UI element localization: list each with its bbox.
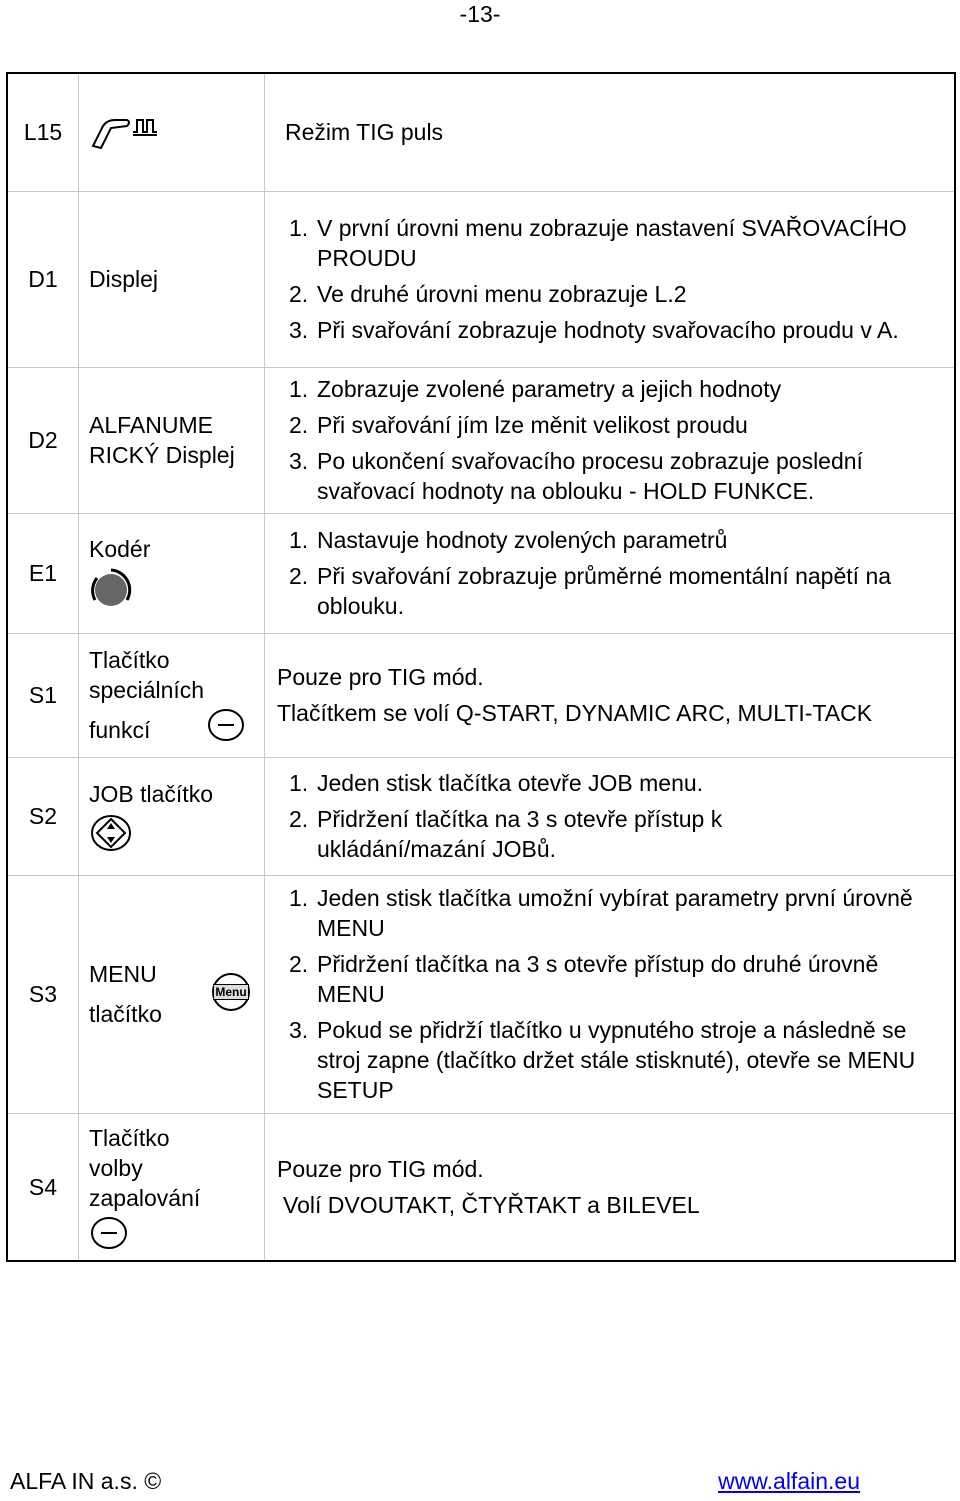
- row-name: Tlačítko: [89, 1124, 170, 1151]
- row-description: 1. Zobrazuje zvolené parametry a jejich hodnoty 2. Při svařování jím lze měnit velikost proudu 3. Po ukončení svařovacího procesu zobrazuje poslední svařovací hodnoty na oblouku - HOLD FUNKCE.: [265, 367, 956, 513]
- desc-line: Volí DVOUTAKT, ČTYŘTAKT a BILEVEL: [283, 1191, 700, 1218]
- step-text: Přidržení tlačítka na 3 s otevře přístup do druhé úrovně MENU: [317, 951, 879, 1007]
- step-text: Přidržení tlačítka na 3 s otevře přístup k ukládání/mazání JOBů.: [317, 806, 723, 862]
- row-name-cell: [79, 633, 265, 757]
- footer-website-link[interactable]: www.alfain.eu: [718, 1468, 860, 1494]
- table-row: [7, 191, 955, 367]
- desc-line: Pouze pro TIG mód.: [277, 664, 484, 690]
- row-name: JOB tlačítko: [89, 781, 213, 807]
- row-code: S1: [7, 633, 79, 757]
- encoder-knob-icon: [89, 568, 133, 612]
- mode-label: Režim TIG puls: [285, 119, 444, 146]
- row-code: S4: [7, 1113, 79, 1261]
- row-name: tlačítko: [89, 1001, 162, 1027]
- row-description: [265, 73, 956, 191]
- row-name: Tlačítko: [89, 647, 170, 673]
- step-text: Pokud se přidrží tlačítko u vypnutého stroje a následně se stroj zapne (tlačítko držet stále stisknuté), otevře se MENU SETUP: [317, 1017, 916, 1103]
- step-text: Jeden stisk tlačítka umožní vybírat parametry první úrovně MENU: [317, 885, 913, 941]
- row-name: Displej: [79, 191, 265, 367]
- row-description: 1. Nastavuje hodnoty zvolených parametrů 2. Při svařování zobrazuje průměrné momentální napětí na oblouku.: [265, 513, 956, 633]
- step-text: Ve druhé úrovni menu zobrazuje L.2: [317, 281, 687, 307]
- job-button-icon: [89, 813, 133, 853]
- step-text: Zobrazuje zvolené parametry a jejich hodnoty: [317, 376, 782, 402]
- row-code: L15: [7, 73, 79, 191]
- step-text: V první úrovni menu zobrazuje nastavení SVAŘOVACÍHO PROUDU: [317, 215, 907, 271]
- table-row: [7, 367, 955, 513]
- row-name-cell: [79, 875, 265, 1113]
- row-code: S2: [7, 757, 79, 875]
- row-name-cell: [79, 757, 265, 875]
- desc-line: Pouze pro TIG mód.: [277, 1155, 484, 1182]
- control-table: [6, 72, 956, 1262]
- step-text: Při svařování jím lze měnit velikost proudu: [317, 412, 748, 438]
- row-description: [265, 1113, 956, 1261]
- row-name-cell: [79, 1113, 265, 1261]
- row-code: D2: [7, 367, 79, 513]
- row-code: S3: [7, 875, 79, 1113]
- row-description: 1. Jeden stisk tlačítka umožní vybírat parametry první úrovně MENU 2. Přidržení tlačítka na 3 s otevře přístup do druhé úrovně MENU 3. Pokud se přidrží tlačítko u vypnutého stroje a následně se stroj zapne (tlačítko držet stále stisknuté), otevře se MENU SETUP: [265, 875, 956, 1113]
- row-name: zapalování: [89, 1184, 201, 1211]
- row-description: [265, 633, 956, 757]
- page-number: -13-: [459, 1, 501, 27]
- desc-line: Tlačítkem se volí Q-START, DYNAMIC ARC, MULTI-TACK: [277, 700, 873, 726]
- row-name: speciálních: [89, 677, 205, 703]
- table-row: [7, 73, 955, 191]
- table-row: [7, 633, 955, 757]
- step-text: Jeden stisk tlačítka otevře JOB menu.: [317, 770, 704, 796]
- table-row: [7, 513, 955, 633]
- row-icon-cell: [79, 73, 265, 191]
- row-name: funkcí: [89, 717, 151, 743]
- torch-pulse-icon: [89, 112, 169, 152]
- step-text: Při svařování zobrazuje průměrné momentální napětí na oblouku.: [317, 563, 892, 619]
- table-row: [7, 1113, 955, 1261]
- row-name: ALFANUME RICKÝ Displej: [79, 367, 265, 513]
- step-text: Po ukončení svařovacího procesu zobrazuje poslední svařovací hodnoty na oblouku - HOLD FUNKCE.: [317, 448, 863, 504]
- row-code: D1: [7, 191, 79, 367]
- row-name: MENU: [89, 961, 157, 987]
- button-icon: [89, 1215, 129, 1251]
- row-description: 1. V první úrovni menu zobrazuje nastavení SVAŘOVACÍHO PROUDU 2. Ve druhé úrovni menu zobrazuje L.2 3. Při svařování zobrazuje hodnoty svařovacího proudu v A.: [265, 191, 956, 367]
- row-description: 1. Jeden stisk tlačítka otevře JOB menu. 2. Přidržení tlačítka na 3 s otevře přístup k ukládání/mazání JOBů.: [265, 757, 956, 875]
- row-name-cell: [79, 513, 265, 633]
- row-name: volby: [89, 1154, 143, 1181]
- footer-company: ALFA IN a.s. ©: [10, 1468, 162, 1494]
- row-name: Kodér: [89, 536, 151, 562]
- table-row: [7, 757, 955, 875]
- step-text: Nastavuje hodnoty zvolených parametrů: [317, 527, 728, 553]
- row-code: E1: [7, 513, 79, 633]
- step-text: Při svařování zobrazuje hodnoty svařovacího proudu v A.: [317, 317, 899, 343]
- button-icon: [206, 707, 246, 743]
- table-row: [7, 875, 955, 1113]
- menu-button-icon: Menu: [212, 973, 250, 1011]
